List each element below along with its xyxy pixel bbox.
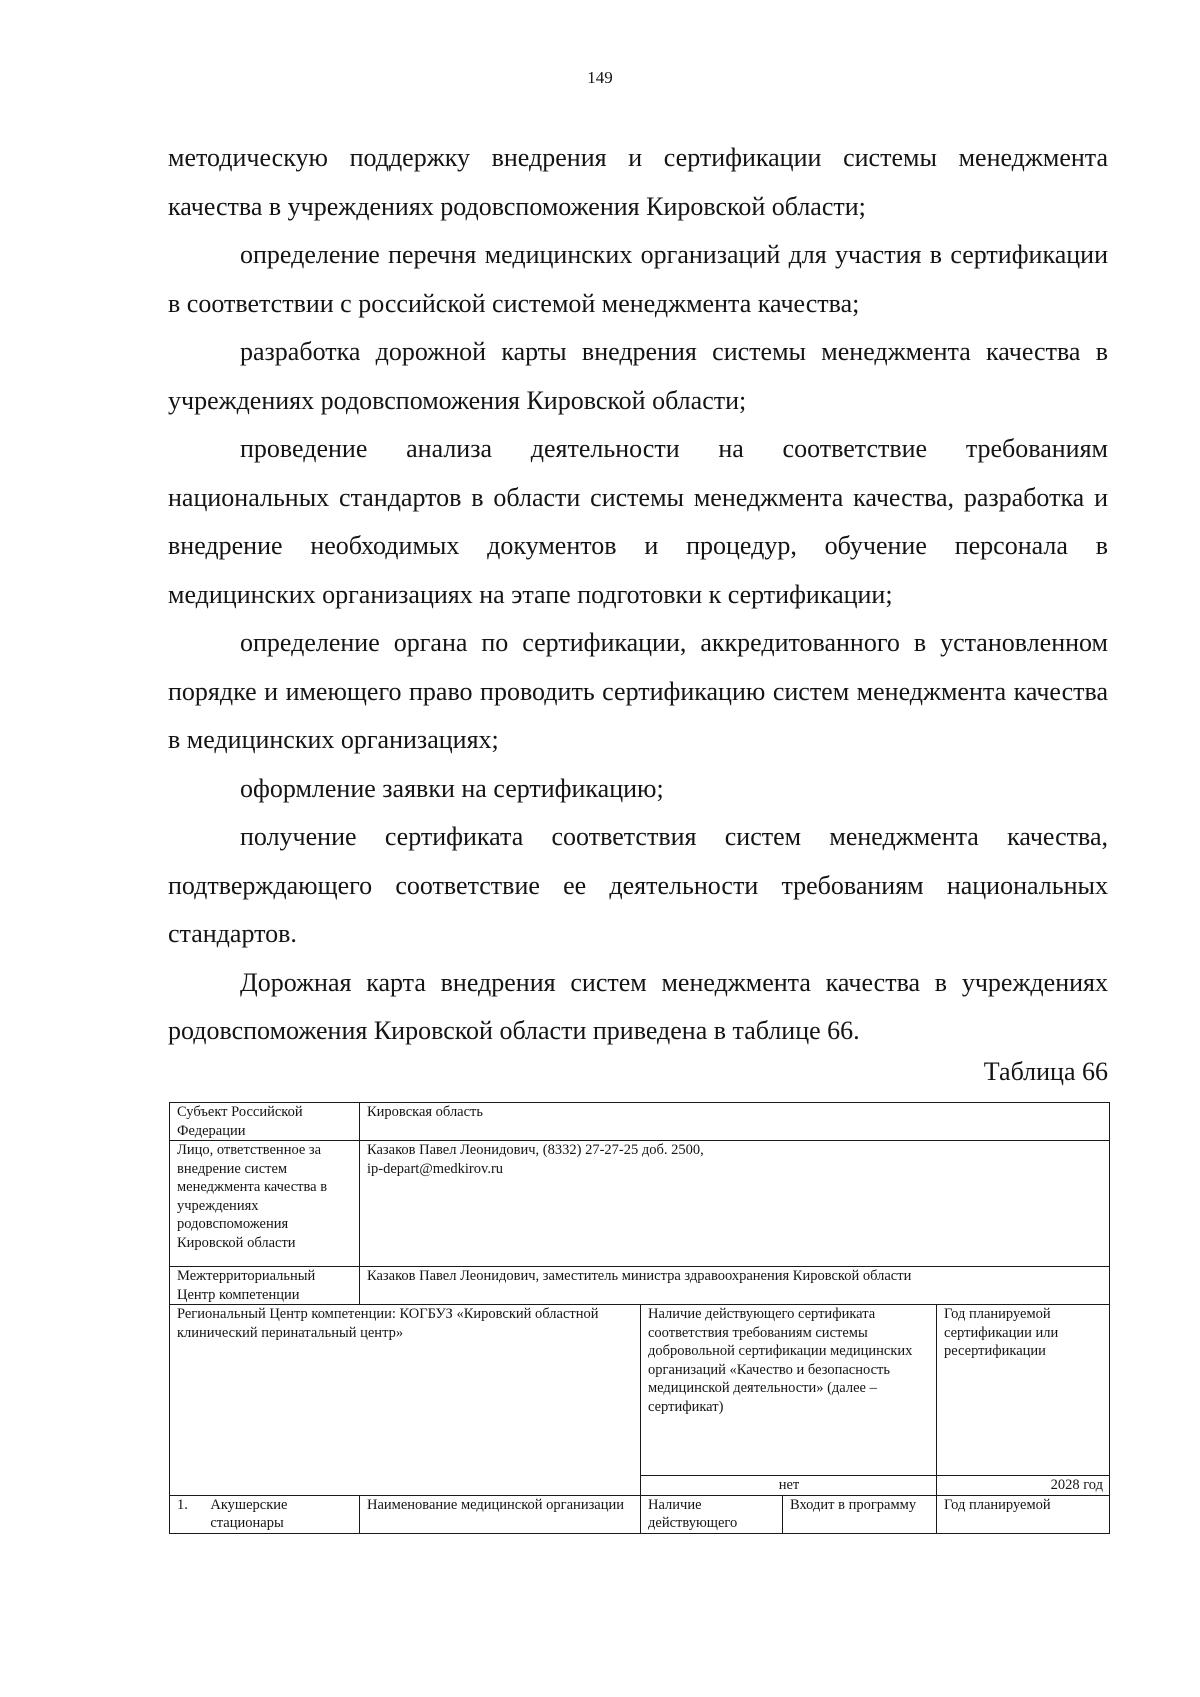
paragraph: получение сертификата соответствия систем менеджмента качества, подтверждающего соответствие ее деятельности требованиям национальных стандартов. [168, 822, 1108, 948]
org-name-header: Наименование медицинской организации [360, 1495, 641, 1533]
center-label: Межтерриториальный Центр компетенции [170, 1267, 360, 1305]
table-row [170, 1103, 1110, 1141]
paragraph: определение перечня медицинских организаций для участия в сертификации в соответствии с российской системой менеджмента качества; [168, 240, 1108, 318]
table-row [170, 1267, 1110, 1305]
roadmap-table [169, 1102, 1110, 1534]
paragraph: методическую поддержку внедрения и сертификации системы менеджмента качества в учреждениях родовспоможения Кировской области; [168, 143, 1108, 221]
subject-label: Субъект Российской Федерации [170, 1103, 360, 1141]
planned-year-header: Год планируемой [937, 1495, 1110, 1533]
table-caption: Таблица 66 [983, 1057, 1108, 1086]
paragraph: определение органа по сертификации, аккредитованного в установленном порядке и имеющего право проводить сертификацию систем менеджмента качества в медицинских организациях; [168, 628, 1108, 754]
table-row [170, 1305, 1110, 1476]
has-cert-header: Наличие действующего [641, 1495, 783, 1533]
page-number: 149 [587, 68, 613, 87]
paragraph: разработка дорожной карты внедрения системы менеджмента качества в учреждениях родовспоможения Кировской области; [168, 337, 1108, 415]
center-value: Казаков Павел Леонидович, заместитель министра здравоохранения Кировской области [360, 1267, 1110, 1305]
regional-center: Региональный Центр компетенции: КОГБУЗ «Кировский областной клинический перинатальный центр» [170, 1305, 641, 1496]
body-text [168, 134, 1108, 1056]
year-value: 2028 год [937, 1476, 1110, 1496]
section-cell [170, 1495, 360, 1533]
paragraph: Дорожная карта внедрения систем менеджмента качества в учреждениях родовспоможения Кировской области приведена в таблице 66. [168, 967, 1108, 1045]
certificate-header: Наличие действующего сертификата соответствия требованиям системы добровольной сертификации медицинских организаций «Качество и безопасность медицинской деятельности» (далее – сертификат) [641, 1305, 937, 1476]
section-number: 1. [177, 1496, 188, 1513]
table-row [170, 1495, 1110, 1533]
year-header: Год планируемой сертификации или ресертификации [937, 1305, 1110, 1476]
certificate-value: нет [641, 1476, 937, 1496]
subject-value: Кировская область [360, 1103, 1110, 1141]
responsible-label: Лицо, ответственное за внедрение систем менеджмента качества в учреждениях родовспоможения Кировской области [170, 1141, 360, 1267]
responsible-value: Казаков Павел Леонидович, (8332) 27-27-25 доб. 2500, ip-depart@medkirov.ru [360, 1141, 1110, 1267]
paragraph: оформление заявки на сертификацию; [240, 773, 664, 803]
in-program-header: Входит в программу [783, 1495, 937, 1533]
paragraph: проведение анализа деятельности на соответствие требованиям национальных стандартов в области системы менеджмента качества, разработка и внедрение необходимых документов и процедур, обучение персонала в медицинских организациях на этапе подготовки к сертификации; [168, 434, 1108, 609]
table-row [170, 1141, 1110, 1267]
section-label: Акушерские стационары [210, 1496, 288, 1531]
